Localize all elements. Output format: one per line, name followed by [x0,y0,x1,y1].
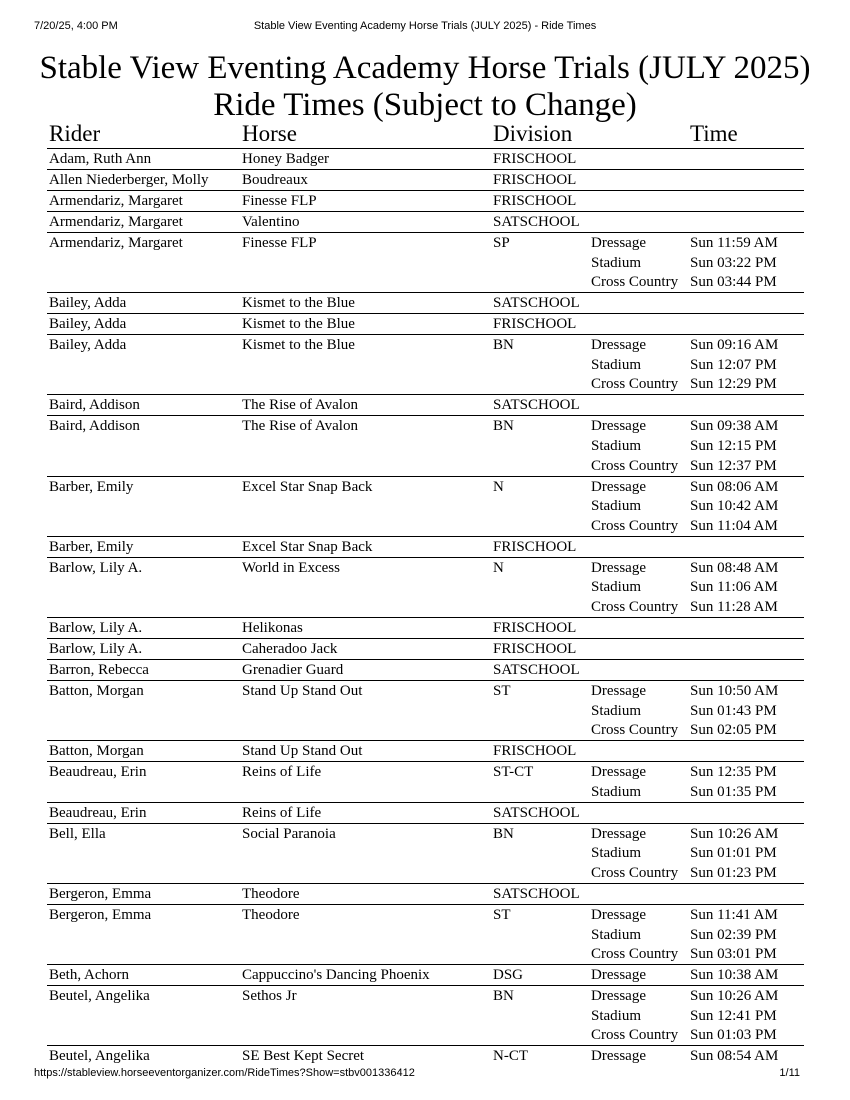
print-url: https://stableview.horseeventorganizer.com/RideTimes?Show=stbv001336412 [34,1067,415,1079]
phase-name: Cross Country [591,1027,679,1044]
division-cell: SATSCHOOL [493,804,580,821]
time-cell [690,478,778,537]
rider-cell: Bailey, Adda [49,295,127,312]
phase-time: Sun 12:15 PM [690,437,777,454]
horse-cell: Grenadier Guard [242,661,344,678]
phase-time: Sun 12:35 PM [690,764,777,781]
page-title [30,50,820,124]
header-time: Time [690,121,738,146]
phase-name: Stadium [591,579,642,596]
table-row [47,618,804,639]
rider-cell: Bergeron, Emma [49,885,152,902]
horse-cell: SE Best Kept Secret [242,1048,365,1065]
rider-cell: Beth, Achorn [49,967,129,984]
phase-time: Sun 01:01 PM [690,845,777,862]
phase-name: Dressage [591,906,646,923]
table-row [47,558,804,618]
division-cell: FRISCHOOL [493,151,577,167]
table-row [47,416,804,476]
phase-cell [591,825,678,884]
phase-name: Dressage [591,235,646,251]
table-row [47,170,804,191]
phase-name: Stadium [591,783,642,800]
rider-cell: Bell, Ella [49,825,106,842]
phase-name: Stadium [591,845,642,862]
rider-cell: Armendariz, Margaret [49,214,183,230]
rider-cell: Beaudreau, Erin [49,804,147,821]
horse-cell: Excel Star Snap Back [242,538,373,555]
division-cell: N [493,478,504,495]
division-cell: ST-CT [493,764,534,781]
phase-cell [591,417,678,476]
phase-cell [591,336,678,395]
phase-name: Dressage [591,559,646,576]
division-cell: DSG [493,967,524,984]
table-row [47,191,804,212]
time-cell [690,966,778,986]
phase-time: Sun 10:42 AM [690,498,779,515]
table-row [47,149,804,170]
table-row [47,986,804,1046]
phase-name: Dressage [591,967,646,984]
print-datetime: 7/20/25, 4:00 PM [34,20,118,32]
division-cell: BN [493,418,514,435]
phase-cell [591,906,678,965]
phase-name: Cross Country [591,376,679,393]
rider-cell: Barlow, Lily A. [49,619,143,636]
horse-cell: Valentino [242,214,300,230]
horse-cell: Sethos Jr [242,988,297,1005]
phase-name: Cross Country [591,722,679,739]
horse-cell: Reins of Life [242,764,322,781]
phase-time: Sun 11:04 AM [690,517,778,534]
ride-times-table [47,120,804,1066]
phase-name: Cross Country [591,946,679,963]
division-cell: SATSCHOOL [493,295,580,312]
horse-cell: Kismet to the Blue [242,316,355,333]
division-cell: BN [493,337,514,354]
table-row [47,335,804,395]
page-number: 1/11 [779,1067,800,1079]
phase-time: Sun 02:05 PM [690,722,777,739]
horse-cell: Helikonas [242,619,303,636]
phase-time: Sun 02:39 PM [690,926,777,943]
division-cell: SATSCHOOL [493,397,580,414]
phase-cell [591,966,646,986]
time-cell [690,987,778,1046]
phase-time: Sun 12:29 PM [690,376,777,393]
rider-cell: Barber, Emily [49,538,134,555]
phase-time: Sun 11:06 AM [690,579,778,596]
phase-time: Sun 10:50 AM [690,682,779,699]
horse-cell: Social Paranoia [242,825,336,842]
horse-cell: Reins of Life [242,804,322,821]
phase-time: Sun 11:28 AM [690,598,778,615]
table-row [47,741,804,762]
table-row [47,762,804,803]
phase-name: Stadium [591,254,642,271]
header-rider: Rider [49,121,101,146]
phase-time: Sun 03:44 PM [690,274,777,291]
division-cell: SATSCHOOL [493,661,580,678]
table-row [47,884,804,905]
phase-name: Cross Country [591,457,679,474]
time-cell [690,825,778,884]
rider-cell: Baird, Addison [49,418,140,435]
horse-cell: Honey Badger [242,151,330,167]
phase-time: Sun 08:54 AM [690,1048,779,1065]
table-row [47,905,804,965]
header-horse: Horse [242,121,297,146]
phase-name: Dressage [591,1048,646,1065]
division-cell: FRISCHOOL [493,640,577,657]
phase-time: Sun 08:48 AM [690,559,779,576]
rider-cell: Barlow, Lily A. [49,640,143,657]
division-cell: BN [493,825,514,842]
horse-cell: Theodore [242,906,300,923]
rider-cell: Bergeron, Emma [49,906,152,923]
phase-name: Cross Country [591,598,679,615]
rider-cell: Batton, Morgan [49,743,144,760]
phase-time: Sun 10:26 AM [690,988,779,1005]
phase-name: Stadium [591,356,642,373]
division-cell: FRISCHOOL [493,172,577,188]
rider-cell: Batton, Morgan [49,682,144,699]
horse-cell: The Rise of Avalon [242,397,358,414]
table-row [47,233,804,293]
phase-cell [591,234,678,293]
phase-time: Sun 09:16 AM [690,337,779,354]
table-row [47,639,804,660]
horse-cell: Finesse FLP [242,235,317,251]
division-cell: SATSCHOOL [493,885,580,902]
phase-name: Dressage [591,764,646,781]
phase-name: Cross Country [591,274,679,291]
horse-cell: Stand Up Stand Out [242,682,363,699]
time-cell [690,559,778,618]
division-cell: BN [493,988,514,1005]
phase-time: Sun 12:41 PM [690,1007,777,1024]
time-cell [690,763,777,802]
table-row [47,212,804,233]
division-cell: SP [493,235,510,251]
phase-name: Dressage [591,418,646,435]
time-cell [690,1047,778,1067]
page-title-line1: Stable View Eventing Academy Horse Trials (JULY 2025) [39,50,811,86]
page-title-line2: Ride Times (Subject to Change) [213,87,637,123]
table-header [47,120,804,149]
horse-cell: Kismet to the Blue [242,295,355,312]
time-cell [690,906,778,965]
rider-cell: Beutel, Angelika [49,988,150,1005]
horse-cell: Kismet to the Blue [242,337,355,354]
division-cell: N [493,559,504,576]
phase-time: Sun 01:03 PM [690,1027,777,1044]
phase-time: Sun 11:59 AM [690,235,778,251]
rider-cell: Baird, Addison [49,397,140,414]
table-row [47,314,804,335]
horse-cell: Caheradoo Jack [242,640,338,657]
rider-cell: Allen Niederberger, Molly [49,172,209,188]
horse-cell: World in Excess [242,559,340,576]
table-row [47,681,804,741]
phase-name: Dressage [591,988,646,1005]
division-cell: ST [493,906,511,923]
print-header [34,20,816,34]
rider-cell: Beaudreau, Erin [49,764,147,781]
division-cell: FRISCHOOL [493,743,577,760]
phase-name: Stadium [591,926,642,943]
rider-cell: Bailey, Adda [49,316,127,333]
print-doc-title: Stable View Eventing Academy Horse Trials (JULY 2025) - Ride Times [253,20,597,32]
horse-cell: Stand Up Stand Out [242,743,363,760]
phase-time: Sun 10:26 AM [690,825,779,842]
phase-time: Sun 12:07 PM [690,356,777,373]
rider-cell: Bailey, Adda [49,337,127,354]
phase-cell [591,763,646,802]
table-row [47,477,804,537]
time-cell [690,417,778,476]
rider-cell: Adam, Ruth Ann [49,151,152,167]
table-row [47,293,804,314]
division-cell: FRISCHOOL [493,193,577,209]
phase-name: Cross Country [591,864,679,881]
phase-name: Stadium [591,702,642,719]
table-row [47,965,804,986]
division-cell: N-CT [493,1048,528,1065]
division-cell: SATSCHOOL [493,214,580,230]
horse-cell: Cappuccino's Dancing Phoenix [242,967,430,984]
phase-name: Dressage [591,682,646,699]
phase-name: Stadium [591,1007,642,1024]
phase-time: Sun 10:38 AM [690,967,779,984]
phase-name: Cross Country [591,517,679,534]
phase-time: Sun 09:38 AM [690,418,779,435]
phase-time: Sun 01:35 PM [690,783,777,800]
table-row [47,395,804,416]
time-cell [690,336,778,395]
phase-time: Sun 01:23 PM [690,864,777,881]
phase-cell [591,478,678,537]
phase-cell [591,987,678,1046]
phase-name: Dressage [591,478,646,495]
phase-time: Sun 11:41 AM [690,906,778,923]
phase-time: Sun 03:22 PM [690,254,777,271]
division-cell: ST [493,682,511,699]
rider-cell: Barber, Emily [49,478,134,495]
phase-time: Sun 01:43 PM [690,702,777,719]
phase-name: Stadium [591,437,642,454]
rider-cell: Barlow, Lily A. [49,559,143,576]
division-cell: FRISCHOOL [493,316,577,333]
phase-name: Stadium [591,498,642,515]
rider-cell: Armendariz, Margaret [49,235,183,251]
time-cell [690,682,778,741]
phase-time: Sun 12:37 PM [690,457,777,474]
table-row [47,660,804,681]
phase-time: Sun 03:01 PM [690,946,777,963]
phase-cell [591,1047,646,1067]
phase-name: Dressage [591,825,646,842]
horse-cell: Boudreaux [242,172,308,188]
phase-cell [591,682,678,741]
table-row [47,824,804,884]
table-row [47,1046,804,1066]
table-row [47,537,804,558]
horse-cell: Excel Star Snap Back [242,478,373,495]
division-cell: FRISCHOOL [493,538,577,555]
rider-cell: Armendariz, Margaret [49,193,183,209]
horse-cell: Theodore [242,885,300,902]
print-footer [34,1067,816,1081]
header-division: Division [493,121,573,146]
rider-cell: Beutel, Angelika [49,1048,150,1065]
horse-cell: The Rise of Avalon [242,418,358,435]
division-cell: FRISCHOOL [493,619,577,636]
horse-cell: Finesse FLP [242,193,317,209]
rider-cell: Barron, Rebecca [49,661,149,678]
phase-name: Dressage [591,337,646,354]
time-cell [690,234,778,293]
table-body [47,149,804,1066]
phase-time: Sun 08:06 AM [690,478,779,495]
table-row [47,803,804,824]
phase-cell [591,559,678,618]
